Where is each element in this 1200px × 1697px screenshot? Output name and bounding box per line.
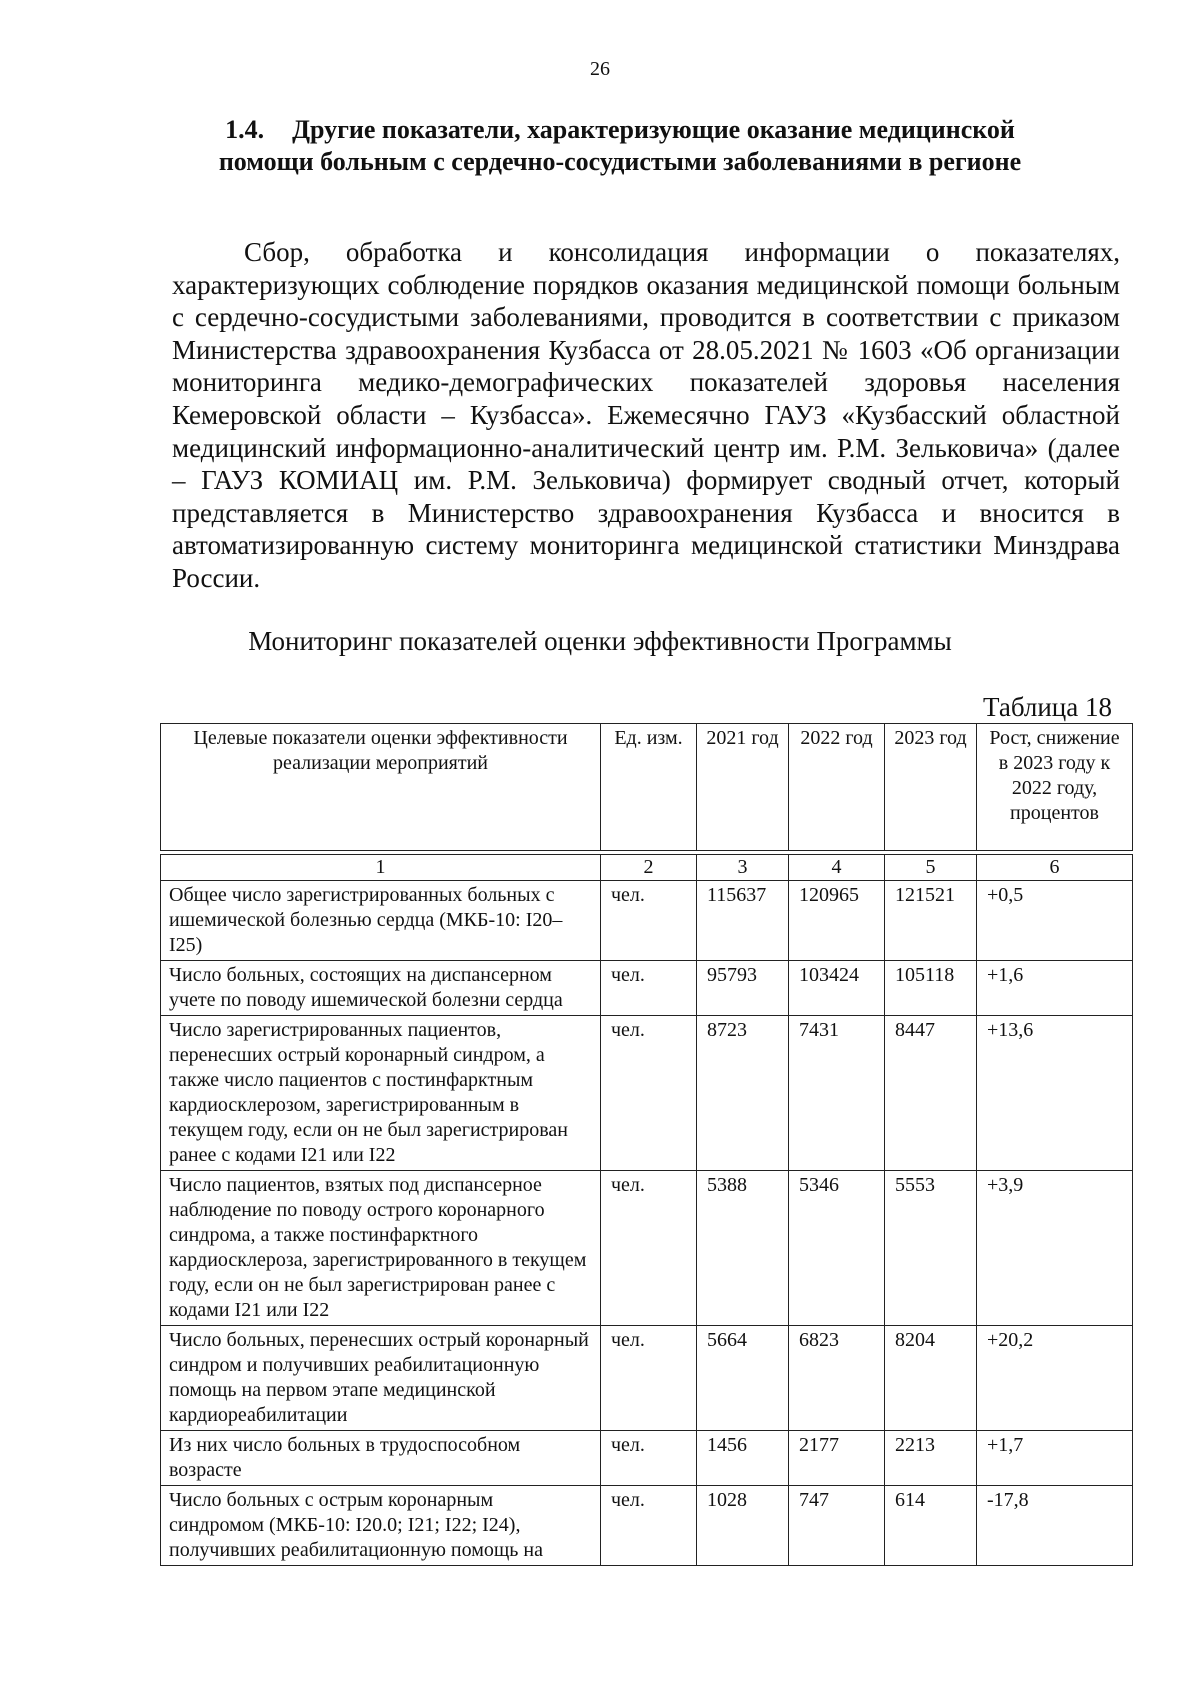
body-paragraph: Сбор, обработка и консолидация информации о показателях, характеризующих соблюдение порядков оказания медицинской помощи больным с сердечно-сосудистыми заболеваниями, проводится в соответствии с приказом Министерства здравоохранения Кузбасса от 28.05.2021 № 1603 «Об организации мониторинга медико-демографических показателей здоровья населения Кемеровской области – Кузбасса». Ежемесячно ГАУЗ «Кузбасский областной медицинский информационно-аналитический центр им. Р.М. Зельковича» (далее – ГАУЗ КОМИАЦ им. Р.М. Зельковича) формирует сводный отчет, который представляется в Министерство здравоохранения Кузбасса и вносится в автоматизированную систему мониторинга медицинской статистики Минздрава России. — [172, 237, 1120, 593]
table-row — [161, 961, 1133, 1016]
cell-2023: 121521 — [885, 881, 977, 961]
cell-unit: чел. — [601, 1326, 697, 1431]
cell-unit: чел. — [601, 1486, 697, 1566]
header-unit: Ед. изм. — [601, 724, 697, 851]
cell-2023: 614 — [885, 1486, 977, 1566]
cell-change: +1,7 — [977, 1431, 1133, 1486]
cell-2021: 1456 — [697, 1431, 789, 1486]
table-label: Таблица 18 — [983, 692, 1112, 722]
section-title-line-2: помощи больным с сердечно-сосудистыми заболеваниями в регионе — [218, 147, 1022, 176]
table-row — [161, 1431, 1133, 1486]
cell-indicator: Общее число зарегистрированных больных с ишемической болезнью сердца (МКБ-10: I20–I25) — [161, 881, 601, 961]
cell-2022: 7431 — [789, 1016, 885, 1171]
cell-unit: чел. — [601, 881, 697, 961]
cell-change: -17,8 — [977, 1486, 1133, 1566]
table-row — [161, 1486, 1133, 1566]
table-caption: Мониторинг показателей оценки эффективности Программы — [248, 626, 952, 656]
cell-2022: 120965 — [789, 881, 885, 961]
column-number: 1 — [161, 855, 601, 881]
cell-unit: чел. — [601, 1171, 697, 1326]
header-2021: 2021 год — [697, 724, 789, 851]
column-number: 2 — [601, 855, 697, 881]
table-row — [161, 881, 1133, 961]
cell-change: +3,9 — [977, 1171, 1133, 1326]
column-number: 4 — [789, 855, 885, 881]
column-number: 3 — [697, 855, 789, 881]
table-row — [161, 1016, 1133, 1171]
table-row — [161, 1171, 1133, 1326]
cell-indicator: Число больных с острым коронарным синдромом (МКБ-10: I20.0; I21; I22; I24), получивших реабилитационную помощь на — [161, 1486, 601, 1566]
column-number: 5 — [885, 855, 977, 881]
cell-2021: 8723 — [697, 1016, 789, 1171]
cell-unit: чел. — [601, 1016, 697, 1171]
indicators-table — [160, 723, 1133, 1566]
cell-indicator: Из них число больных в трудоспособном возрасте — [161, 1431, 601, 1486]
header-indicator: Целевые показатели оценки эффективности реализации мероприятий — [161, 724, 601, 851]
table-header-row — [161, 724, 1133, 851]
cell-2023: 5553 — [885, 1171, 977, 1326]
cell-2022: 5346 — [789, 1171, 885, 1326]
cell-2021: 1028 — [697, 1486, 789, 1566]
cell-2022: 2177 — [789, 1431, 885, 1486]
cell-indicator: Число зарегистрированных пациентов, перенесших острый коронарный синдром, а также число пациентов с постинфарктным кардиосклерозом, зарегистрированным в текущем году, если он не был зарегистрирован ранее с кодами I21 или I22 — [161, 1016, 601, 1171]
cell-2021: 115637 — [697, 881, 789, 961]
cell-indicator: Число больных, перенесших острый коронарный синдром и получивших реабилитационную помощь на первом этапе медицинской кардиореабилитации — [161, 1326, 601, 1431]
column-number-row — [161, 855, 1133, 881]
cell-change: +20,2 — [977, 1326, 1133, 1431]
header-2022: 2022 год — [789, 724, 885, 851]
cell-2021: 5388 — [697, 1171, 789, 1326]
cell-change: +13,6 — [977, 1016, 1133, 1171]
cell-2022: 747 — [789, 1486, 885, 1566]
section-title — [150, 114, 1090, 178]
section-title-line-1: Другие показатели, характеризующие оказание медицинской — [292, 115, 1015, 144]
cell-2023: 8447 — [885, 1016, 977, 1171]
cell-unit: чел. — [601, 961, 697, 1016]
column-number: 6 — [977, 855, 1133, 881]
cell-2021: 5664 — [697, 1326, 789, 1431]
page-number: 26 — [590, 58, 610, 80]
cell-change: +0,5 — [977, 881, 1133, 961]
cell-indicator: Число пациентов, взятых под диспансерное наблюдение по поводу острого коронарного синдрома, а также постинфарктного кардиосклероза, зарегистрированного в текущем году, если он не был зарегистрирован ранее с кодами I21 или I22 — [161, 1171, 601, 1326]
table-body — [161, 881, 1133, 1566]
cell-2021: 95793 — [697, 961, 789, 1016]
cell-2022: 6823 — [789, 1326, 885, 1431]
cell-unit: чел. — [601, 1431, 697, 1486]
cell-2023: 105118 — [885, 961, 977, 1016]
table-row — [161, 1326, 1133, 1431]
header-2023: 2023 год — [885, 724, 977, 851]
cell-change: +1,6 — [977, 961, 1133, 1016]
header-change: Рост, снижение в 2023 году к 2022 году, процентов — [977, 724, 1133, 851]
section-number: 1.4. — [225, 115, 265, 144]
cell-2023: 2213 — [885, 1431, 977, 1486]
cell-2023: 8204 — [885, 1326, 977, 1431]
cell-indicator: Число больных, состоящих на диспансерном учете по поводу ишемической болезни сердца — [161, 961, 601, 1016]
cell-2022: 103424 — [789, 961, 885, 1016]
